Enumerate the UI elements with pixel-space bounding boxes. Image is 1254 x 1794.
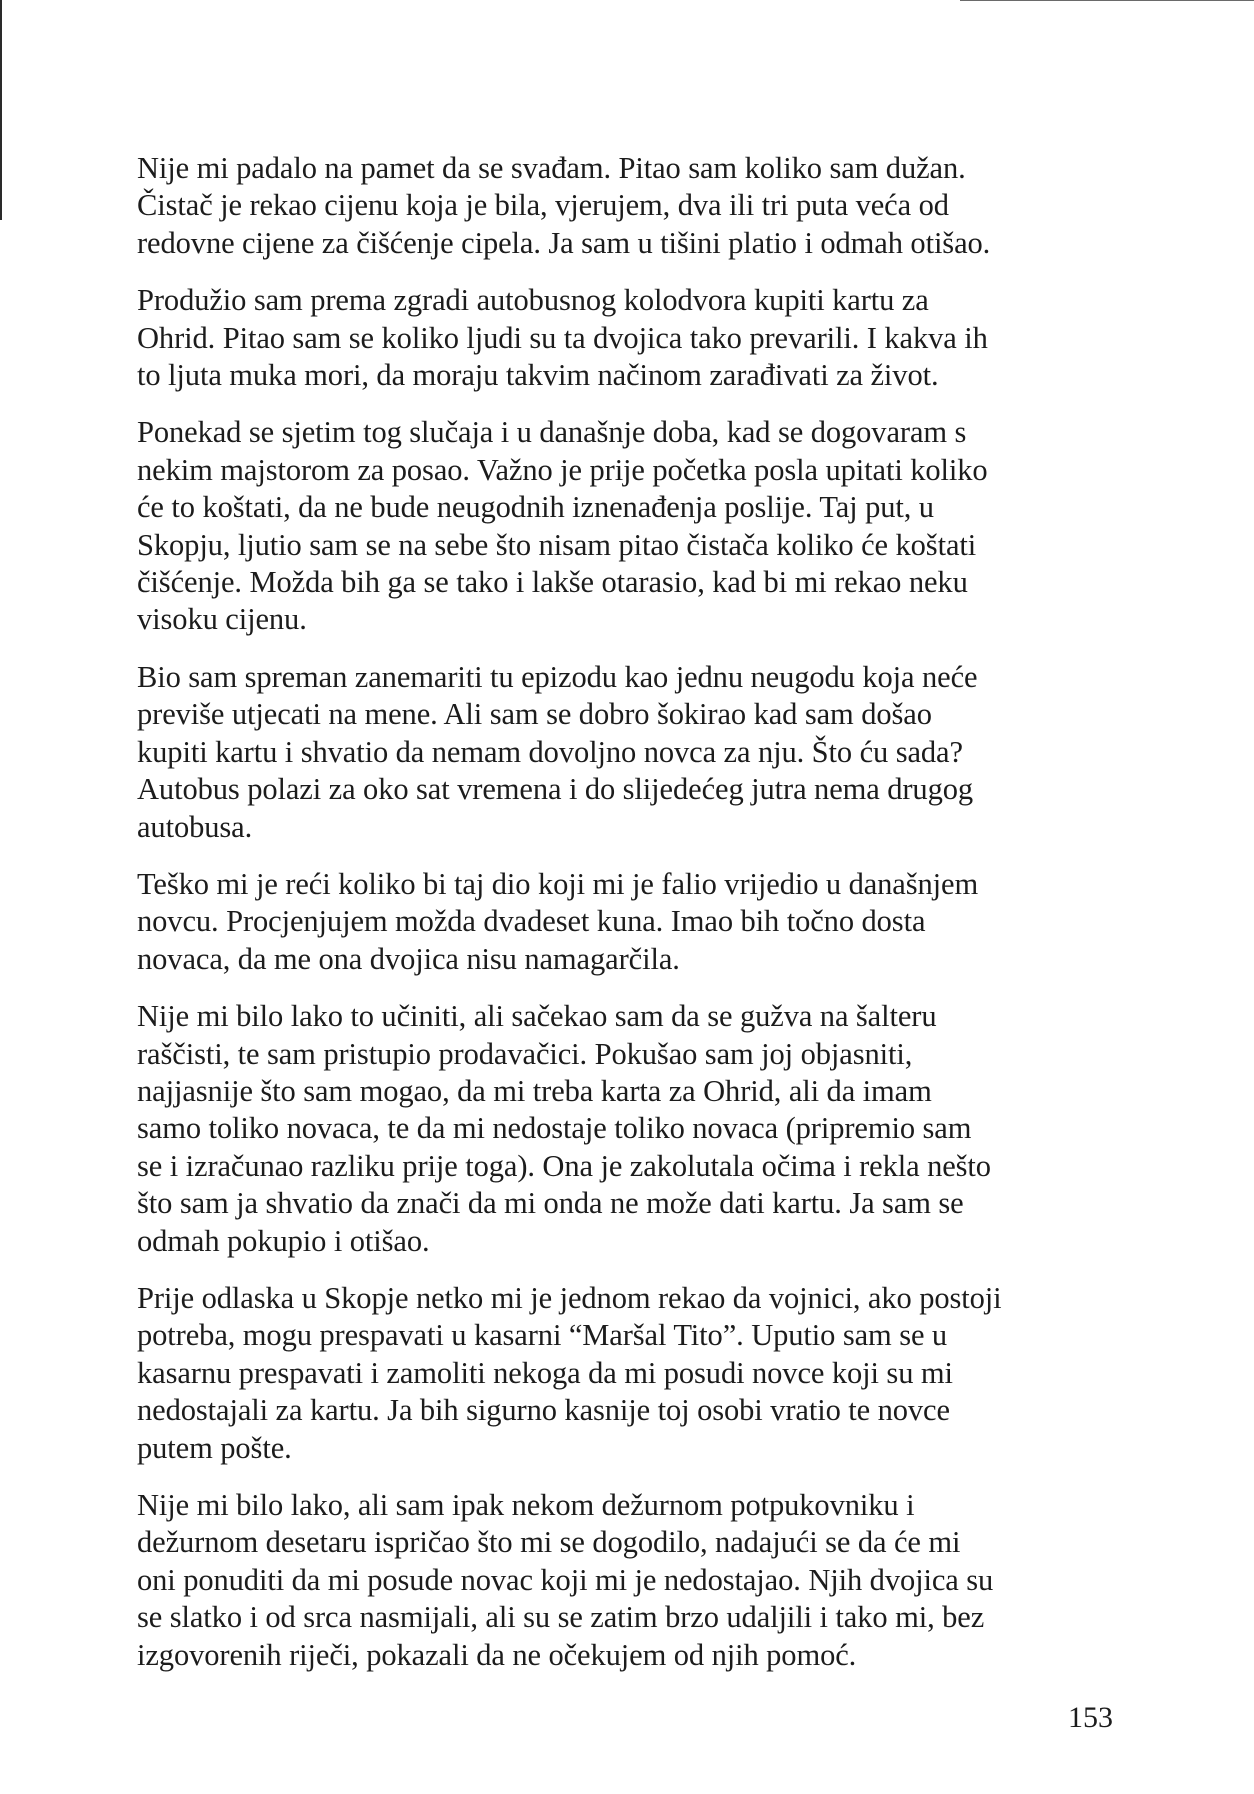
paragraph-3: Ponekad se sjetim tog slučaja i u današnje doba, kad se dogovaram s nekim majstorom za posao. Važno je prije početka posla upitati koliko će to koštati, da ne bude neugodnih iznenađenja poslije. Taj put, u Skopju, ljutio sam se na sebe što nisam pitao čistača koliko će koštati čišćenje. Možda bih ga se tako i lakše otarasio, kad bi mi rekao neku visoku cijenu. [137,415,988,637]
scan-edge-top [960,0,1254,1]
paragraph-5: Teško mi je reći koliko bi taj dio koji mi je falio vrijedio u današnjem novcu. Procjenjujem možda dvadeset kuna. Imao bih točno dosta novaca, da me ona dvojica nisu namagarčila. [137,866,979,976]
paragraph-6: Nije mi bilo lako to učiniti, ali sačekao sam da se gužva na šalteru raščisti, te sam pristupio prodavačici. Pokušao sam joj objasniti, najjasnije što sam mogao, da mi treba karta za Ohrid, ali da imam samo toliko novaca, te da mi nedostaje toliko novaca (pripremio sam se i izračunao razliku prije toga). Ona je zakolutala očima i rekla nešto što sam ja shvatio da znači da mi onda ne može dati kartu. Ja sam se odmah pokupio i otišao. [137,999,991,1258]
paragraph-1: Nije mi padalo na pamet da se svađam. Pitao sam koliko sam dužan. Čistač je rekao cijenu koja je bila, vjerujem, dva ili tri puta veća od redovne cijene za čišćenje cipela. Ja sam u tišini platio i odmah otišao. [137,151,991,260]
paragraph-7: Prije odlaska u Skopje netko mi je jednom rekao da vojnici, ako postoji potreba, mogu prespavati u kasarni “Maršal Tito”. Uputio sam se u kasarnu prespavati i zamoliti nekoga da mi posudi novce koji su mi nedostajali za kartu. Ja bih sigurno kasnije toj osobi vratio te novce putem pošte. [137,1280,1002,1465]
paragraph-2: Produžio sam prema zgradi autobusnog kolodvora kupiti kartu za Ohrid. Pitao sam se koliko ljudi su ta dvojica tako prevarili. I kakva ih to ljuta muka mori, da moraju takvim načinom zarađivati za život. [137,283,988,393]
scan-edge-left [0,0,2,220]
body-text [137,150,1122,1694]
paragraph-4: Bio sam spreman zanemariti tu epizodu kao jednu neugodu koja neće previše utjecati na mene. Ali sam se dobro šokirao kad sam došao kupiti kartu i shvatio da nemam dovoljno novca za nju. Što ću sada? Autobus polazi za oko sat vremena i do slijedećeg jutra nema drugog autobusa. [137,659,978,844]
paragraph-8: Nije mi bilo lako, ali sam ipak nekom dežurnom potpukovniku i dežurnom desetaru ispričao što mi se dogodilo, nadajući se da će mi oni ponuditi da mi posude novac koji mi je nedostajao. Njih dvojica su se slatko i od srca nasmijali, ali su se zatim brzo udaljili i tako mi, bez izgovorenih riječi, pokazali da ne očekujem od njih pomoć. [137,1488,994,1672]
page-number: 153 [1068,1701,1113,1734]
